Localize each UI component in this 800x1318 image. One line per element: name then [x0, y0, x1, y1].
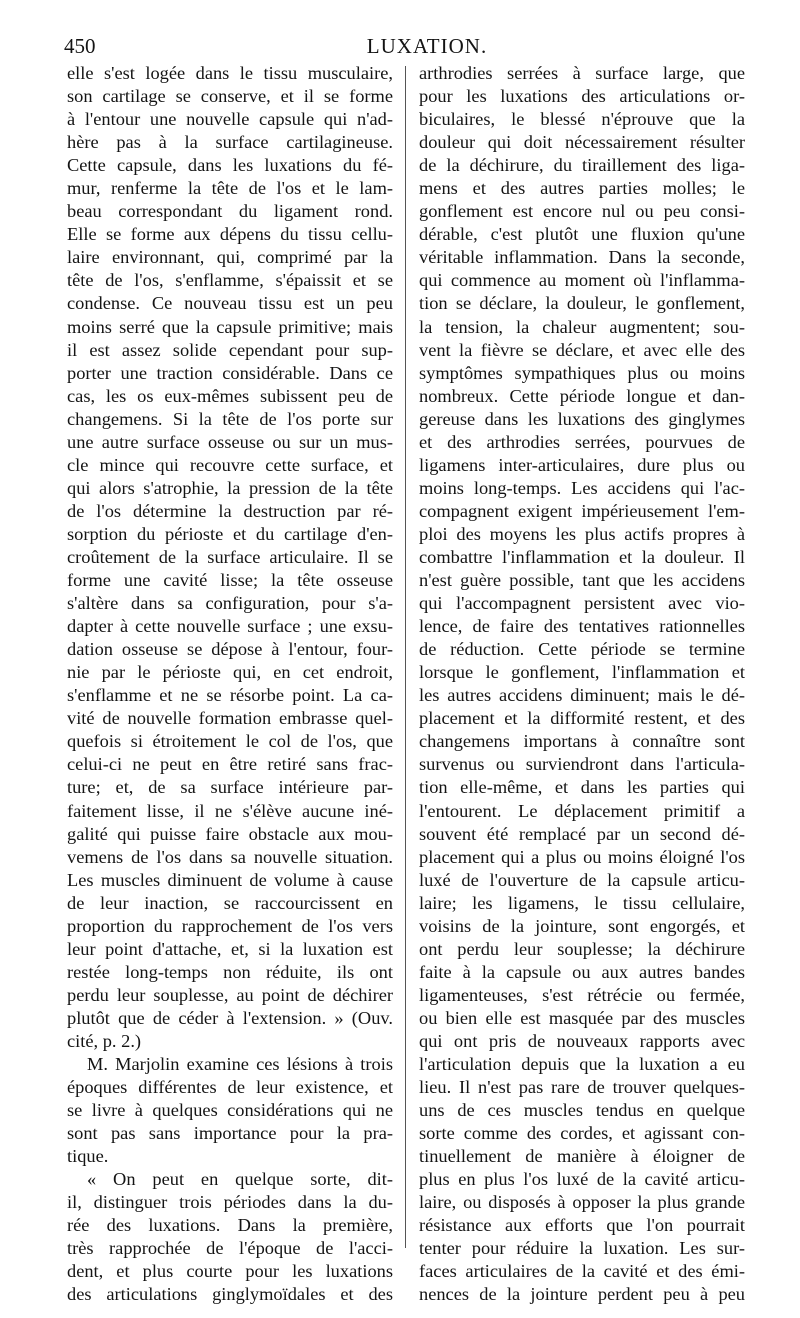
- text-line: laire, ou disposés à opposer la plus grande: [419, 1192, 745, 1213]
- text-line: de leur inaction, se raccourcissent en: [67, 892, 393, 913]
- text-line: placement qui a plus ou moins éloigné l'os: [419, 846, 745, 867]
- text-line: ture; et, de sa surface intérieure par-: [67, 777, 393, 798]
- text-line: de l'os détermine la destruction par ré-: [67, 500, 393, 521]
- text-line: proportion du rapprochement de l'os vers: [67, 915, 393, 936]
- text-line: vité de nouvelle formation embrasse quel-: [67, 708, 393, 729]
- text-line: il est assez solide cependant pour sup-: [67, 339, 393, 360]
- text-line: époques différentes de leur existence, et: [67, 1077, 393, 1098]
- text-line: et des arthrodies serrées, pourvues de: [419, 431, 745, 452]
- text-line: cas, les os eux-mêmes subissent peu de: [67, 385, 393, 406]
- text-line: condense. Ce nouveau tissu est un peu: [67, 293, 393, 314]
- text-line: sont pas sans importance pour la pra-: [67, 1123, 393, 1144]
- text-line: de réduction. Cette période se termine: [419, 639, 745, 660]
- text-line: forme une cavité lisse; la tête osseuse: [67, 570, 393, 591]
- text-line: n'est guère possible, tant que les accidens: [419, 570, 745, 591]
- text-line: M. Marjolin examine ces lésions à trois: [87, 1054, 393, 1075]
- text-line: gereuse dans les luxations des ginglymes: [419, 408, 745, 429]
- text-line: tion se déclare, la douleur, le gonflement,: [419, 293, 745, 314]
- text-line: symptômes sympathiques plus ou moins: [419, 362, 745, 383]
- text-line: plus en plus l'os luxé de la cavité articu-: [419, 1169, 745, 1190]
- text-line: ou bien elle est masquée par des muscles: [419, 1007, 745, 1028]
- text-line: mur, renferme la tête de l'os et le lam-: [67, 178, 393, 199]
- text-line: lorsque le gonflement, l'inflammation et: [419, 662, 745, 683]
- text-line: souvent été remplacé par un second dé-: [419, 823, 745, 844]
- text-line: dation osseuse se dépose à l'entour, four-: [67, 639, 393, 660]
- text-line: nie par le périoste qui, en cet endroit,: [67, 662, 393, 683]
- text-line: l'entourent. Le déplacement primitif a: [419, 800, 745, 821]
- text-line: à l'entour une nouvelle capsule qui n'ad-: [67, 109, 393, 130]
- text-line: perdu leur souplesse, au point de déchirer: [67, 984, 393, 1005]
- text-line: moins long-temps. Les accidens qui l'ac-: [419, 477, 745, 498]
- text-line: laire environnant, qui, comprimé par la: [67, 247, 393, 268]
- text-line: cle mince qui recouvre cette surface, et: [67, 454, 393, 475]
- text-line: tinuellement de manière à éloigner de: [419, 1146, 745, 1167]
- text-line: sorte comme des cordes, et agissant con-: [419, 1123, 745, 1144]
- text-line: tique.: [67, 1146, 109, 1167]
- text-line: dapter à cette nouvelle surface ; une exsu-: [67, 616, 393, 637]
- text-line: croûtement de la surface articulaire. Il se: [67, 546, 393, 567]
- text-line: rée des luxations. Dans la première,: [67, 1215, 393, 1236]
- text-line: plutôt que de céder à l'extension. » (Ouv.: [67, 1007, 393, 1028]
- text-line: moins serré que la capsule primitive; mais: [67, 316, 393, 337]
- text-line: vent la fièvre se déclare, et avec elle des: [419, 339, 745, 360]
- text-line: laire; les ligamens, le tissu cellulaire,: [419, 892, 745, 913]
- right-column: [419, 62, 745, 1307]
- running-header: [64, 34, 750, 64]
- text-line: s'altère dans sa configuration, pour s'a-: [67, 593, 393, 614]
- text-line: lence, de faire des tentatives rationnelles: [419, 616, 745, 637]
- text-line: Les muscles diminuent de volume à cause: [67, 869, 393, 890]
- text-line: la tension, la chaleur augmentent; sou-: [419, 316, 745, 337]
- text-line: nences de la jointure perdent peu à peu: [419, 1284, 745, 1305]
- text-line: les autres accidens diminuent; mais le dé-: [419, 685, 745, 706]
- text-line: porter une traction considérable. Dans ce: [67, 362, 393, 383]
- text-line: changemens importans à connaître sont: [419, 731, 745, 752]
- text-line: uns de ces muscles tendus en quelque: [419, 1100, 745, 1121]
- text-line: qui commence au moment où l'inflamma-: [419, 270, 745, 291]
- text-line: il, distinguer trois périodes dans la du-: [67, 1192, 393, 1213]
- text-line: ligamenteuses, s'est rétrécie ou fermée,: [419, 984, 745, 1005]
- text-line: dérable, c'est plutôt une fluxion qu'une: [419, 224, 745, 245]
- text-line: combattre l'inflammation et la douleur. Il: [419, 546, 745, 567]
- text-line: leur point d'attache, et, si la luxation est: [67, 938, 393, 959]
- text-line: sorption du périoste et du cartilage d'en-: [67, 523, 393, 544]
- text-line: une autre surface osseuse ou sur un mus-: [67, 431, 393, 452]
- text-line: se livre à quelques considérations qui ne: [67, 1100, 393, 1121]
- text-line: des articulations ginglymoïdales et des: [67, 1284, 393, 1305]
- text-line: « On peut en quelque sorte, dit-: [87, 1169, 393, 1190]
- text-line: ligamens inter-articulaires, dure plus ou: [419, 454, 745, 475]
- text-line: tion elle-même, et dans les parties qui: [419, 777, 745, 798]
- text-line: changemens. Si la tête de l'os porte sur: [67, 408, 393, 429]
- text-line: tête de l'os, s'enflamme, s'épaissit et se: [67, 270, 393, 291]
- text-line: dent, et plus courte pour les luxations: [67, 1261, 393, 1282]
- text-line: elle s'est logée dans le tissu musculaire,: [67, 63, 393, 83]
- page-number: 450: [64, 34, 96, 58]
- text-line: restée long-temps non réduite, ils ont: [67, 961, 393, 982]
- text-line: faitement lisse, il ne s'élève aucune iné-: [67, 800, 393, 821]
- text-line: douleur qui doit nécessairement résulter: [419, 132, 745, 153]
- text-line: hère pas à la surface cartilagineuse.: [67, 132, 393, 153]
- text-line: quefois si étroitement le col de l'os, que: [67, 731, 393, 752]
- text-line: compagnent exigent impérieusement l'em-: [419, 500, 745, 521]
- text-line: ploi des moyens les plus actifs propres à: [419, 523, 745, 544]
- column-divider: [405, 66, 406, 1248]
- text-line: qui ont pris de nouveaux rapports avec: [419, 1030, 745, 1051]
- text-line: s'enflamme et ne se résorbe point. La ca-: [67, 685, 393, 706]
- text-line: faces articulaires de la cavité et des émi-: [419, 1261, 745, 1282]
- text-line: voisins de la jointure, sont engorgés, et: [419, 915, 745, 936]
- text-line: ont perdu leur souplesse; la déchirure: [419, 938, 745, 959]
- text-line: son cartilage se conserve, et il se forme: [67, 86, 393, 107]
- text-line: survenus ou surviendront dans l'articula-: [419, 754, 745, 775]
- text-line: résistance aux efforts que l'on pourrait: [419, 1215, 745, 1236]
- text-line: luxé de l'ouverture de la capsule articu-: [419, 869, 745, 890]
- text-line: beau correspondant du ligament rond.: [67, 201, 393, 222]
- text-line: pour les luxations des articulations or-: [419, 86, 745, 107]
- text-line: Cette capsule, dans les luxations du fé-: [67, 155, 393, 176]
- text-line: de la déchirure, du tiraillement des liga-: [419, 155, 745, 176]
- left-column: [67, 62, 393, 1307]
- text-line: galité qui puisse faire obstacle aux mou-: [67, 823, 393, 844]
- text-line: arthrodies serrées à surface large, que: [419, 63, 745, 83]
- text-line: qui alors s'atrophie, la pression de la tête: [67, 477, 393, 498]
- text-line: nombreux. Cette période longue et dan-: [419, 385, 745, 406]
- text-line: tenter pour réduire la luxation. Les sur-: [419, 1238, 745, 1259]
- text-line: lieu. Il n'est pas rare de trouver quelques-: [419, 1077, 745, 1098]
- text-line: l'articulation depuis que la luxation a eu: [419, 1054, 745, 1075]
- text-line: faite à la capsule ou aux autres bandes: [419, 961, 745, 982]
- text-line: celui-ci ne peut en être retiré sans frac-: [67, 754, 393, 775]
- text-line: placement et la difformité restent, et des: [419, 708, 745, 729]
- text-line: qui l'accompagnent persistent avec vio-: [419, 593, 745, 614]
- text-line: Elle se forme aux dépens du tissu cellu-: [67, 224, 393, 245]
- text-line: véritable inflammation. Dans la seconde,: [419, 247, 745, 268]
- text-line: biculaires, le blessé n'éprouve que la: [419, 109, 745, 130]
- running-title: LUXATION.: [366, 34, 488, 58]
- text-line: cité, p. 2.): [67, 1030, 142, 1051]
- text-line: très rapprochée de l'époque de l'acci-: [67, 1238, 393, 1259]
- text-line: gonflement est encore nul ou peu consi-: [419, 201, 745, 222]
- text-line: mens et des autres parties molles; le: [419, 178, 745, 199]
- text-line: vemens de l'os dans sa nouvelle situation.: [67, 846, 393, 867]
